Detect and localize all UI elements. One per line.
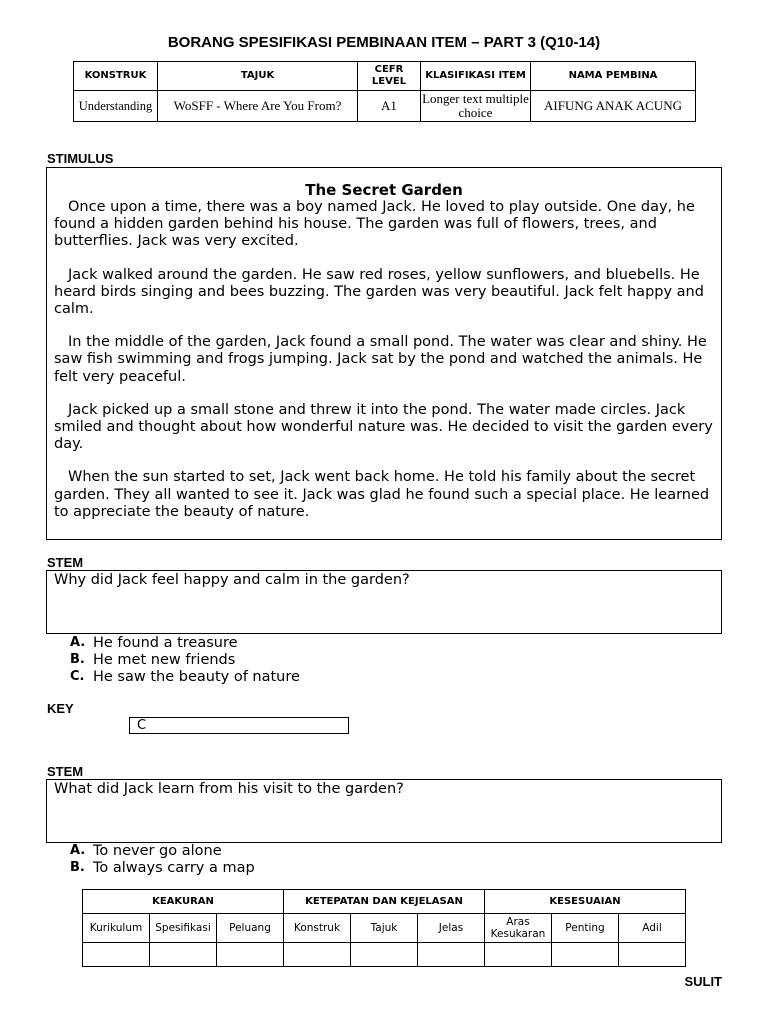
stimulus-paragraph: Once upon a time, there was a boy named Jack. He loved to play outside. One day, he found a hidden garden behind his house. The garden was full of flowers, trees, and butterflies. Jack was very excited.: [54, 199, 695, 250]
option-letter: B.: [70, 859, 85, 875]
header-konstruk: KONSTRUK: [74, 62, 158, 91]
key-label: KEY: [47, 701, 74, 716]
classification-mark: SULIT: [684, 974, 722, 989]
value-tajuk: WoSFF - Where Are You From?: [158, 91, 358, 122]
value-nama-pembina: AIFUNG ANAK ACUNG: [531, 91, 696, 122]
stimulus-paragraph: Jack walked around the garden. He saw red roses, yellow sunflowers, and bluebells. He heard birds singing and bees buzzing. The garden was very beautiful. Jack felt happy and calm.: [54, 266, 704, 318]
value-cefr-level: A1: [358, 91, 421, 122]
criterion-aras-kesukaran: Aras Kesukaran: [485, 914, 552, 943]
group-kesesuaian: KESESUAIAN: [485, 890, 686, 914]
rating-cell[interactable]: [418, 943, 485, 967]
header-klasifikasi-item: KLASIFIKASI ITEM: [421, 62, 531, 91]
review-criteria-table: [82, 889, 686, 967]
rating-cell[interactable]: [619, 943, 686, 967]
option-text: To never go alone: [93, 843, 222, 859]
rating-cell[interactable]: [217, 943, 284, 967]
stimulus-paragraph: Jack picked up a small stone and threw it into the pond. The water made circles. Jack smiled and thought about how wonderful nature was. He decided to visit the garden every day.: [54, 401, 713, 453]
stem-label-q1: STEM: [47, 555, 84, 570]
key-answer-box: C: [129, 717, 349, 734]
option-text: He met new friends: [93, 651, 236, 668]
header-nama-pembina: NAMA PEMBINA: [531, 62, 696, 91]
value-klasifikasi-item: Longer text multiple choice: [422, 91, 529, 120]
stem-box-q1: Why did Jack feel happy and calm in the garden?: [46, 570, 722, 634]
criterion-tajuk: Tajuk: [351, 914, 418, 943]
rating-cell[interactable]: [284, 943, 351, 967]
rating-cell[interactable]: [485, 943, 552, 967]
criterion-jelas: Jelas: [418, 914, 485, 943]
option-letter: C.: [70, 668, 85, 684]
option-text: He saw the beauty of nature: [93, 668, 300, 685]
option-a: [70, 635, 300, 652]
stimulus-title: The Secret Garden: [305, 181, 463, 199]
option-text: He found a treasure: [93, 635, 238, 651]
header-cefr-level: CEFR LEVEL: [358, 62, 421, 91]
rating-cell[interactable]: [83, 943, 150, 967]
options-q2: [70, 843, 255, 877]
criterion-spesifikasi: Spesifikasi: [150, 914, 217, 943]
option-letter: A.: [70, 843, 86, 858]
option-letter: B.: [70, 651, 85, 667]
rating-cell[interactable]: [351, 943, 418, 967]
stimulus-box: [46, 167, 722, 540]
stimulus-paragraph: In the middle of the garden, Jack found a small pond. The water was clear and shiny. He saw fish swimming and frogs jumping. Jack sat by the pond and watched the animals. He felt very peaceful.: [54, 334, 707, 385]
value-konstruk: Understanding: [74, 91, 158, 122]
criterion-peluang: Peluang: [217, 914, 284, 943]
rating-cell[interactable]: [552, 943, 619, 967]
criterion-adil: Adil: [619, 914, 686, 943]
options-q1: [70, 635, 300, 685]
option-text: To always carry a map: [93, 859, 255, 876]
document-title: BORANG SPESIFIKASI PEMBINAAN ITEM – PART 3 (Q10-14): [167, 34, 601, 51]
stem-box-q2: What did Jack learn from his visit to the garden?: [46, 779, 722, 843]
stimulus-paragraph: When the sun started to set, Jack went back home. He told his family about the secret garden. They all wanted to see it. Jack was glad he found such a special place. He learned to appreciate the beauty of nature.: [54, 469, 710, 520]
group-keakuran: KEAKURAN: [83, 890, 284, 914]
rating-cell[interactable]: [150, 943, 217, 967]
criterion-penting: Penting: [552, 914, 619, 943]
header-tajuk: TAJUK: [158, 62, 358, 91]
criterion-kurikulum: Kurikulum: [83, 914, 150, 943]
option-c: [70, 669, 300, 686]
item-metadata-table: [73, 61, 696, 122]
option-b: [70, 652, 300, 669]
criterion-konstruk: Konstruk: [284, 914, 351, 943]
option-letter: A.: [70, 635, 86, 650]
option-b: [70, 860, 255, 877]
option-a: [70, 843, 255, 860]
group-ketepatan-dan-kejelasan: KETEPATAN DAN KEJELASAN: [284, 890, 485, 914]
stem-label-q2: STEM: [47, 764, 84, 779]
stimulus-label: STIMULUS: [47, 151, 114, 166]
